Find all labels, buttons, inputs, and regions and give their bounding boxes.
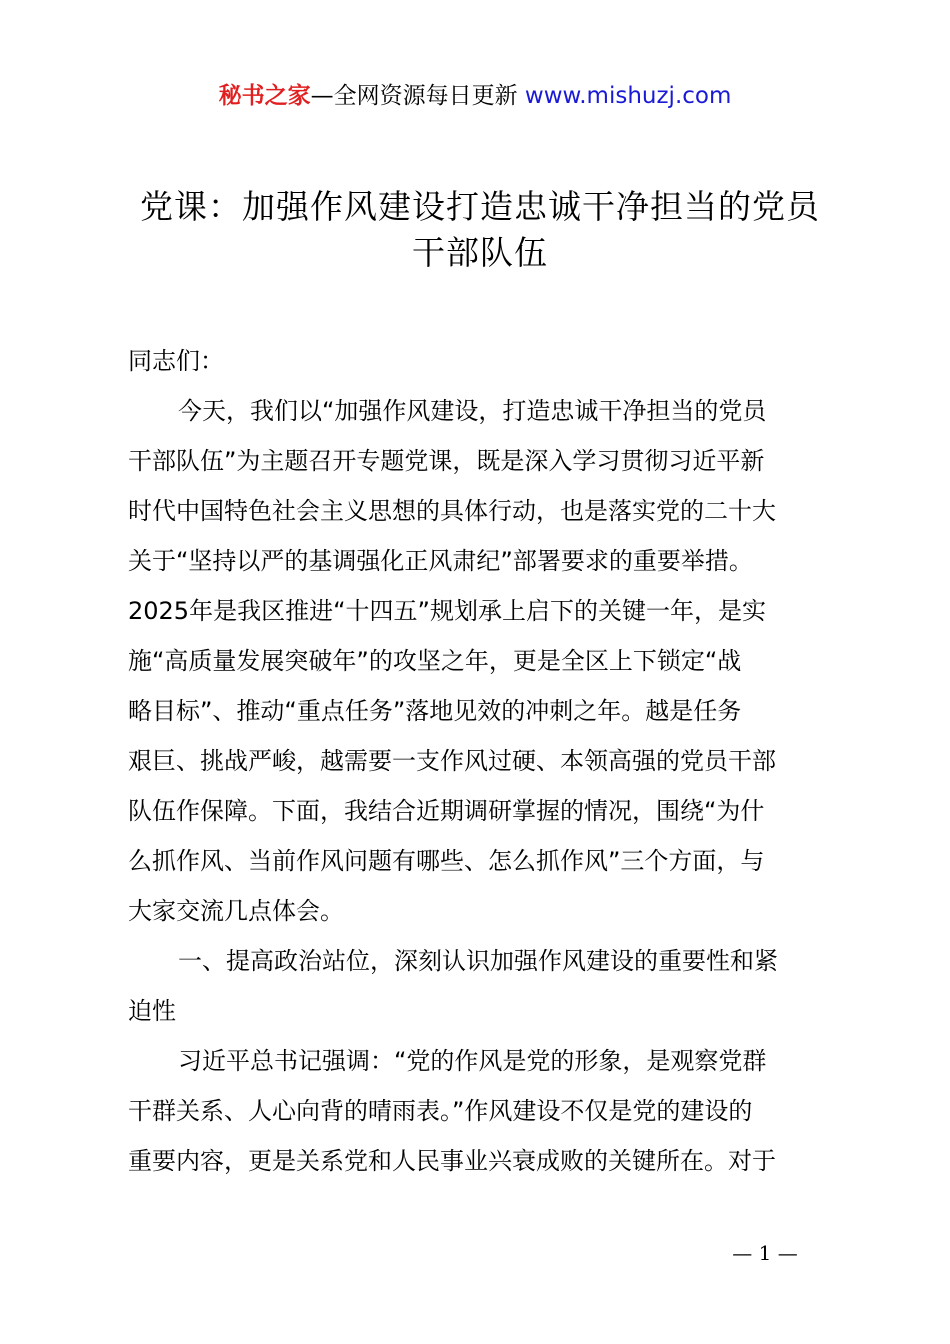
header-url-link[interactable]: www.mishuzj.com [524, 83, 732, 109]
header-banner [0, 80, 950, 112]
header-tagline: —全网资源每日更新 [310, 83, 525, 109]
salutation: 同志们： [128, 347, 224, 375]
page-number: — 1 — [732, 1241, 798, 1265]
document-title [110, 184, 850, 276]
header-brand: 秘书之家 [218, 83, 311, 109]
title-line-1: 党课：加强作风建设打造忠诚干净担当的党员 [140, 187, 820, 226]
document-body [128, 336, 838, 1186]
paragraph-line: 重要内容，更是关系党和人民事业兴衰成败的关键所在。对于 [128, 1147, 776, 1175]
paragraph-line: 干部队伍”为主题召开专题党课，既是深入学习贯彻习近平新 [128, 447, 765, 475]
paragraph-line: 干群关系、人心向背的晴雨表。”作风建设不仅是党的建设的 [128, 1097, 753, 1125]
section-heading-line: 迫性 [128, 997, 176, 1025]
section-heading-line: 一、提高政治站位，深刻认识加强作风建设的重要性和紧 [178, 947, 778, 975]
paragraph-line: 么抓作风、当前作风问题有哪些、怎么抓作风”三个方面，与 [128, 847, 765, 875]
paragraph-line: 2025年是我区推进“十四五”规划承上启下的关键一年，是实 [128, 597, 766, 625]
paragraph-line: 略目标”、推动“重点任务”落地见效的冲刺之年。越是任务 [128, 697, 742, 725]
paragraph-line: 今天，我们以“加强作风建设，打造忠诚干净担当的党员 [178, 397, 767, 425]
paragraph-line: 队伍作保障。下面，我结合近期调研掌握的情况，围绕“为什 [128, 797, 765, 825]
paragraph-line: 艰巨、挑战严峻，越需要一支作风过硬、本领高强的党员干部 [128, 747, 776, 775]
paragraph-line: 关于“坚持以严的基调强化正风肃纪”部署要求的重要举措。 [128, 547, 753, 575]
title-line-2: 干部队伍 [412, 233, 548, 272]
paragraph-line: 时代中国特色社会主义思想的具体行动，也是落实党的二十大 [128, 497, 776, 525]
paragraph-line: 大家交流几点体会。 [128, 897, 344, 925]
paragraph-line: 习近平总书记强调：“党的作风是党的形象，是观察党群 [178, 1047, 767, 1075]
paragraph-line: 施“高质量发展突破年”的攻坚之年，更是全区上下锁定“战 [128, 647, 742, 675]
